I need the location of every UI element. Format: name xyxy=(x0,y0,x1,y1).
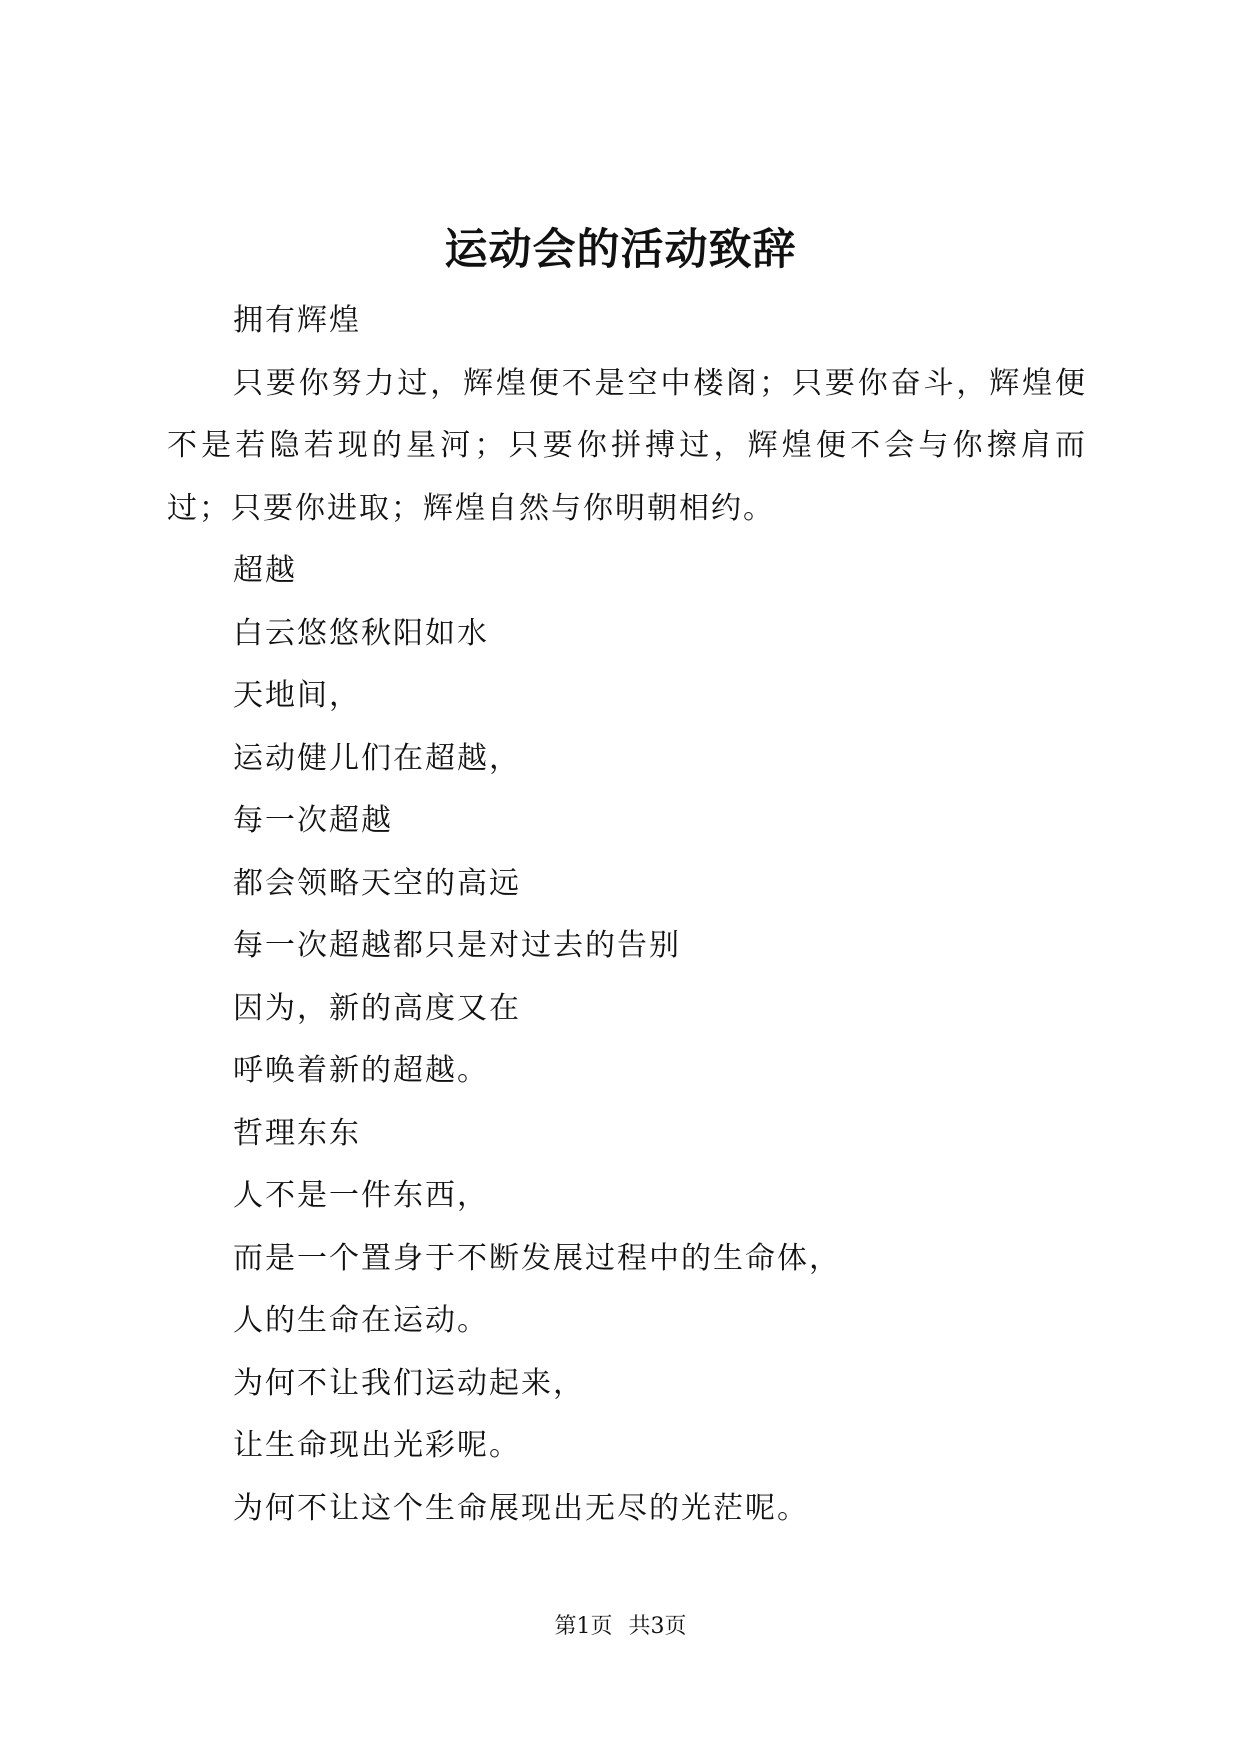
paragraph: 每一次超越都只是对过去的告别 xyxy=(233,928,681,963)
paragraph: 每一次超越 xyxy=(233,803,393,838)
paragraph: 人不是一件东西， xyxy=(233,1178,489,1213)
document-title: 运动会的活动致辞 xyxy=(444,225,797,275)
document-body xyxy=(167,290,1087,1540)
paragraph: 运动健儿们在超越， xyxy=(233,740,521,776)
page-number-total: 共3页 xyxy=(628,1614,687,1639)
paragraph: 白云悠悠秋阳如水 xyxy=(233,615,489,651)
paragraph: 而是一个置身于不断发展过程中的生命体， xyxy=(233,1240,841,1276)
paragraph: 哲理东东 xyxy=(233,1115,361,1151)
paragraph: 拥有辉煌 xyxy=(233,303,361,338)
paragraph: 都会领略天空的高远 xyxy=(233,865,521,901)
paragraph: 只要你努力过，辉煌便不是空中楼阁；只要你奋斗，辉煌便不是若隐若现的星河；只要你拼搏过，辉煌便不会与你擦肩而过；只要你进取；辉煌自然与你明朝相约。 xyxy=(167,365,1087,526)
page-number-current: 第1页 xyxy=(554,1614,613,1639)
paragraph: 人的生命在运动。 xyxy=(233,1303,489,1338)
paragraph: 超越 xyxy=(233,553,297,588)
paragraph: 因为，新的高度又在 xyxy=(233,990,521,1026)
paragraph: 呼唤着新的超越。 xyxy=(233,1053,489,1088)
page-footer xyxy=(0,1612,1241,1642)
paragraph: 让生命现出光彩呢。 xyxy=(233,1428,521,1463)
paragraph: 天地间， xyxy=(233,678,361,713)
paragraph: 为何不让我们运动起来， xyxy=(233,1365,585,1401)
paragraph: 为何不让这个生命展现出无尽的光茫呢。 xyxy=(233,1490,809,1526)
